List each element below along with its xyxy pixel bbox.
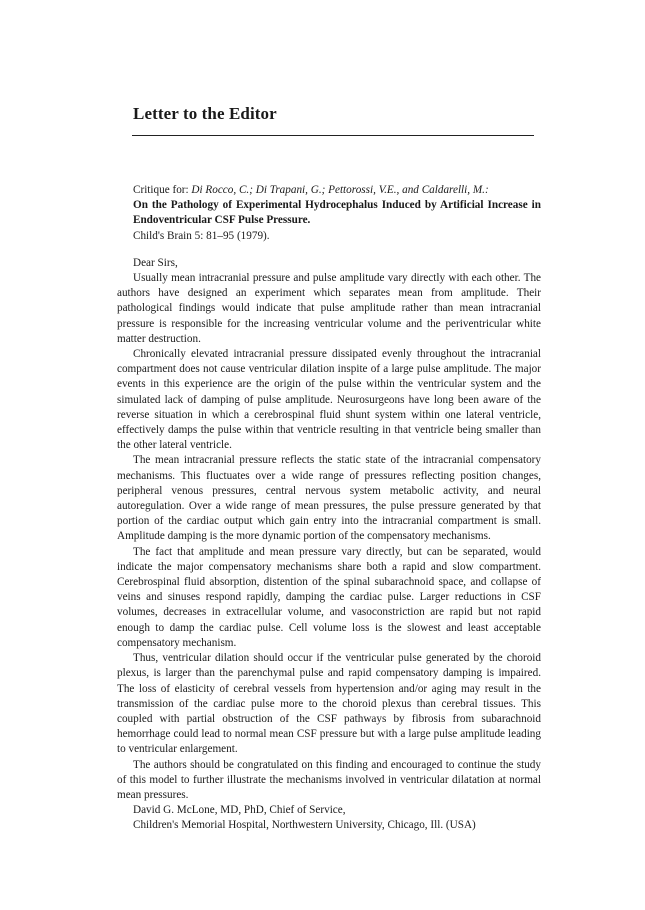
spacer	[117, 244, 541, 256]
paragraph: The authors should be congratulated on this finding and encouraged to continue the study of this model to further illustrate the mechanisms involved in ventricular dilatation at normal mean pressures.	[117, 758, 541, 801]
reference-citation	[117, 183, 541, 198]
letter-body	[117, 183, 541, 834]
reference-prefix: Critique for:	[133, 184, 192, 196]
page-title: Letter to the Editor	[133, 104, 277, 123]
reference-authors: Di Rocco, C.; Di Trapani, G.; Pettorossi, V.E., and Caldarelli, M.:	[191, 184, 489, 196]
salutation: Dear Sirs,	[133, 256, 178, 269]
paragraph: Chronically elevated intracranial pressure dissipated evenly throughout the intracranial compartment does not cause ventricular dilation inspite of a large pulse amplitude. The major events in this experience are the origin of the pulse within the ventricular system and the simulated lack of damping of pulse amplitude. Neurosurgeons have long been aware of the reverse situation in which a cerebrospinal fluid shunt system within one lateral ventricle, effectively damps the pulse within that ventricle resulting in that ventricle being smaller than the other lateral ventricle.	[117, 348, 541, 452]
signature-affiliation: Children's Memorial Hospital, Northwestern University, Chicago, Ill. (USA)	[133, 819, 476, 832]
title-rule	[132, 135, 534, 136]
paragraph: Usually mean intracranial pressure and pulse amplitude vary directly with each other. The authors have designed an experiment which separates mean from amplitude. Their pathological findings would indicate that pulse amplitude rather than mean intracranial pressure is responsible for the increasing ventricular volume and the periventricular white matter destruction.	[117, 272, 541, 345]
reference-journal: Child's Brain 5: 81–95 (1979).	[133, 229, 270, 242]
paragraph: The mean intracranial pressure reflects the static state of the intracranial compensatory mechanisms. This fluctuates over a wide range of pressures reflecting position changes, peripheral venous pressures, central nervous system metabolic activity, and neural autoregulation. Over a wide range of mean pressures, the pulse pressure generated by that portion of the cardiac output which gain entry into the intracranial compartment is small. Amplitude damping is the more dynamic portion of the compensatory mechanisms.	[117, 454, 541, 543]
reference-title: On the Pathology of Experimental Hydrocephalus Induced by Artificial Increase in Endoventricular CSF Pulse Pressure.	[133, 199, 541, 227]
paragraph: Thus, ventricular dilation should occur if the ventricular pulse generated by the choroid plexus, is larger than the parenchymal pulse and rapid compensatory damping is impaired. The loss of elasticity of cerebral vessels from hypertension and/or aging may result in the transmission of the cardiac pulse more to the choroid plexus than cerebral tissues. This coupled with partial obstruction of the CSF pathways by fibrosis from subarachnoid hemorrhage could lead to normal mean CSF pressure but with a large pulse amplitude leading to ventricular enlargement.	[117, 652, 541, 756]
paragraph: The fact that amplitude and mean pressure vary directly, but can be separated, would indicate the major compensatory mechanisms share both a rapid and slow compartment. Cerebrospinal fluid absorption, distention of the spinal subarachnoid space, and collapse of veins and sinuses respond rapidly, damping the cardiac pulse. Larger reductions in CSF volumes, decreases in extracellular volume, and vasoconstriction are rapid but not rapid enough to damp the cardiac pulse. Cell volume loss is the slowest and least acceptable compensatory mechanism.	[117, 545, 541, 649]
signature-name: David G. McLone, MD, PhD, Chief of Service,	[133, 804, 346, 817]
